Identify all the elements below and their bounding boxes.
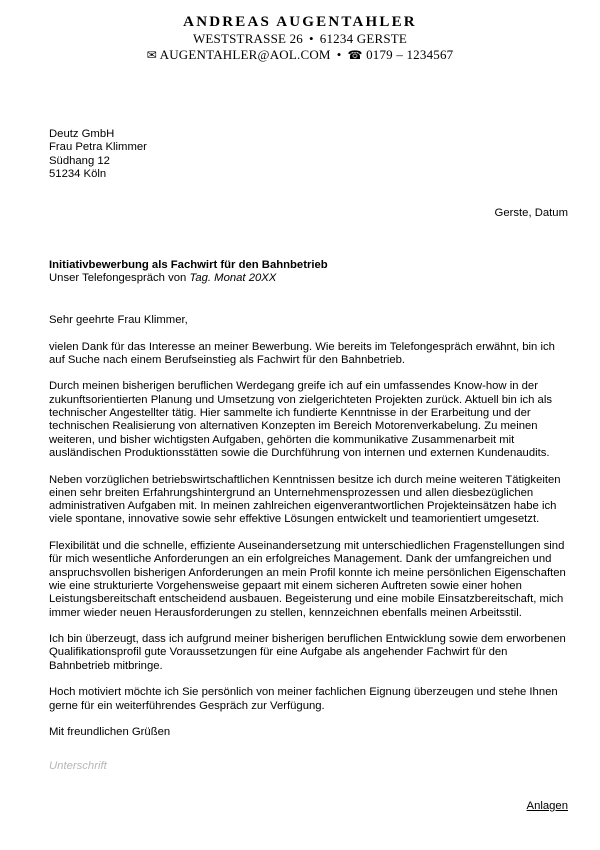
body-paragraph: Hoch motiviert möchte ich Sie persönlich von meiner fachlichen Eignung überzeugen und stehe Ihnen gerne für ein weiterführendes Gespräch zur Verfügung. bbox=[49, 686, 558, 712]
letter-body bbox=[49, 314, 569, 753]
bullet-separator: • bbox=[309, 31, 314, 46]
subject-reference bbox=[49, 272, 328, 285]
salutation: Sehr geehrte Frau Klimmer, bbox=[49, 314, 188, 326]
body-paragraph: Flexibilität und die schnelle, effiziente Auseinandersetzung mit unterschiedlichen Fragenstellungen sind für mich wesentliche Anforderungen an ein erfolgreiches Management. Dank der umfangreichen und anspruchsvollen bisherigen Anforderungen an mein Profil konnte ich meine persönlichen Eigenschaften wie eine strukturierte Vorgehensweise gepaart mit einem sicheren Auftreten sowie einer hohen Leistungsbereitschaft entscheidend ausbauen. Begeisterung und eine mobile Einsatzbereitschaft, mich immer wieder neuen Herausforderungen zu stellen, kennzeichnen ebenfalls meinen Arbeitsstil. bbox=[49, 540, 566, 619]
recipient-city: 51234 Köln bbox=[49, 167, 107, 180]
sender-contact-line bbox=[0, 47, 600, 63]
closing: Mit freundlichen Grüßen bbox=[49, 726, 171, 739]
body-paragraph: Neben vorzüglichen betriebswirtschaftlichen Kenntnissen besitze ich durch meine weiteren Tätigkeiten einen sehr breiten Erfahrungshintergrund an Unternehmensprozessen und allen diesbezüglichen administrativen Aufgaben mit. In meinen zahlreichen eigenverantwortlichen Projekteinsätzen habe ich viele spontane, innovative sowie sehr effektive Lösungen entwickelt und teamorientiert umgesetzt. bbox=[49, 473, 561, 526]
recipient-company: Deutz GmbH bbox=[49, 128, 115, 140]
subject-block bbox=[49, 259, 328, 286]
letter-date: Gerste, Datum bbox=[494, 207, 568, 219]
attachments-label: Anlagen bbox=[526, 800, 568, 812]
sender-phone: 0179 – 1234567 bbox=[366, 47, 454, 62]
recipient-contact: Frau Petra Klimmer bbox=[49, 141, 147, 154]
signature-placeholder: Unterschrift bbox=[49, 760, 107, 772]
sender-address-line bbox=[0, 31, 600, 47]
body-paragraph: vielen Dank für das Interesse an meiner Bewerbung. Wie bereits im Telefongespräch erwähnt, bin ich auf Suche nach einem Berufseinstieg als Fachwirt für den Bahnbetrieb. bbox=[49, 340, 555, 366]
phone-icon: ☎ bbox=[347, 48, 363, 62]
letterhead bbox=[0, 14, 600, 63]
recipient-street: Südhang 12 bbox=[49, 154, 110, 167]
subject-title: Initiativbewerbung als Fachwirt für den Bahnbetrieb bbox=[49, 259, 328, 271]
envelope-icon: ✉ bbox=[146, 48, 157, 62]
reference-prefix: Unser Telefongespräch von bbox=[49, 272, 190, 285]
sender-city: 61234 GERSTE bbox=[319, 31, 408, 46]
reference-date: Tag. Monat 20XX bbox=[189, 272, 277, 285]
sender-name: ANDREAS AUGENTAHLER bbox=[183, 14, 417, 30]
body-paragraph: Durch meinen bisherigen beruflichen Werdegang greife ich auf ein umfassendes Know-how in der zukunftsorientierten Planung und Umsetzung von zielgerichteten Projekten zurück. Aktuell bin ich als technischer Angestellter tätig. Hier sammelte ich fundierte Kenntnisse in der Erarbeitung und der technischen Realisierung von alternativen Konzepten im Bereich Motorenverkabelung. Zu meinen weiteren, und bisher wichtigsten Aufgaben, gehörten die kommunikative Zusammenarbeit mit ausländischen Produktionsstätten sowie die Durchführung von internen und externen Kundenaudits. bbox=[49, 380, 552, 459]
recipient-address bbox=[49, 128, 147, 181]
body-paragraph: Ich bin überzeugt, dass ich aufgrund meiner bisherigen beruflichen Entwicklung sowie dem erworbenen Qualifikationsprofil gute Voraussetzungen für eine Aufgabe als angehender Fachwirt für den Bahnbetrieb mitbringe. bbox=[49, 633, 566, 672]
bullet-separator: • bbox=[336, 47, 342, 62]
sender-email: AUGENTAHLER@AOL.COM bbox=[159, 47, 331, 62]
sender-street: WESTSTRASSE 26 bbox=[192, 31, 304, 46]
